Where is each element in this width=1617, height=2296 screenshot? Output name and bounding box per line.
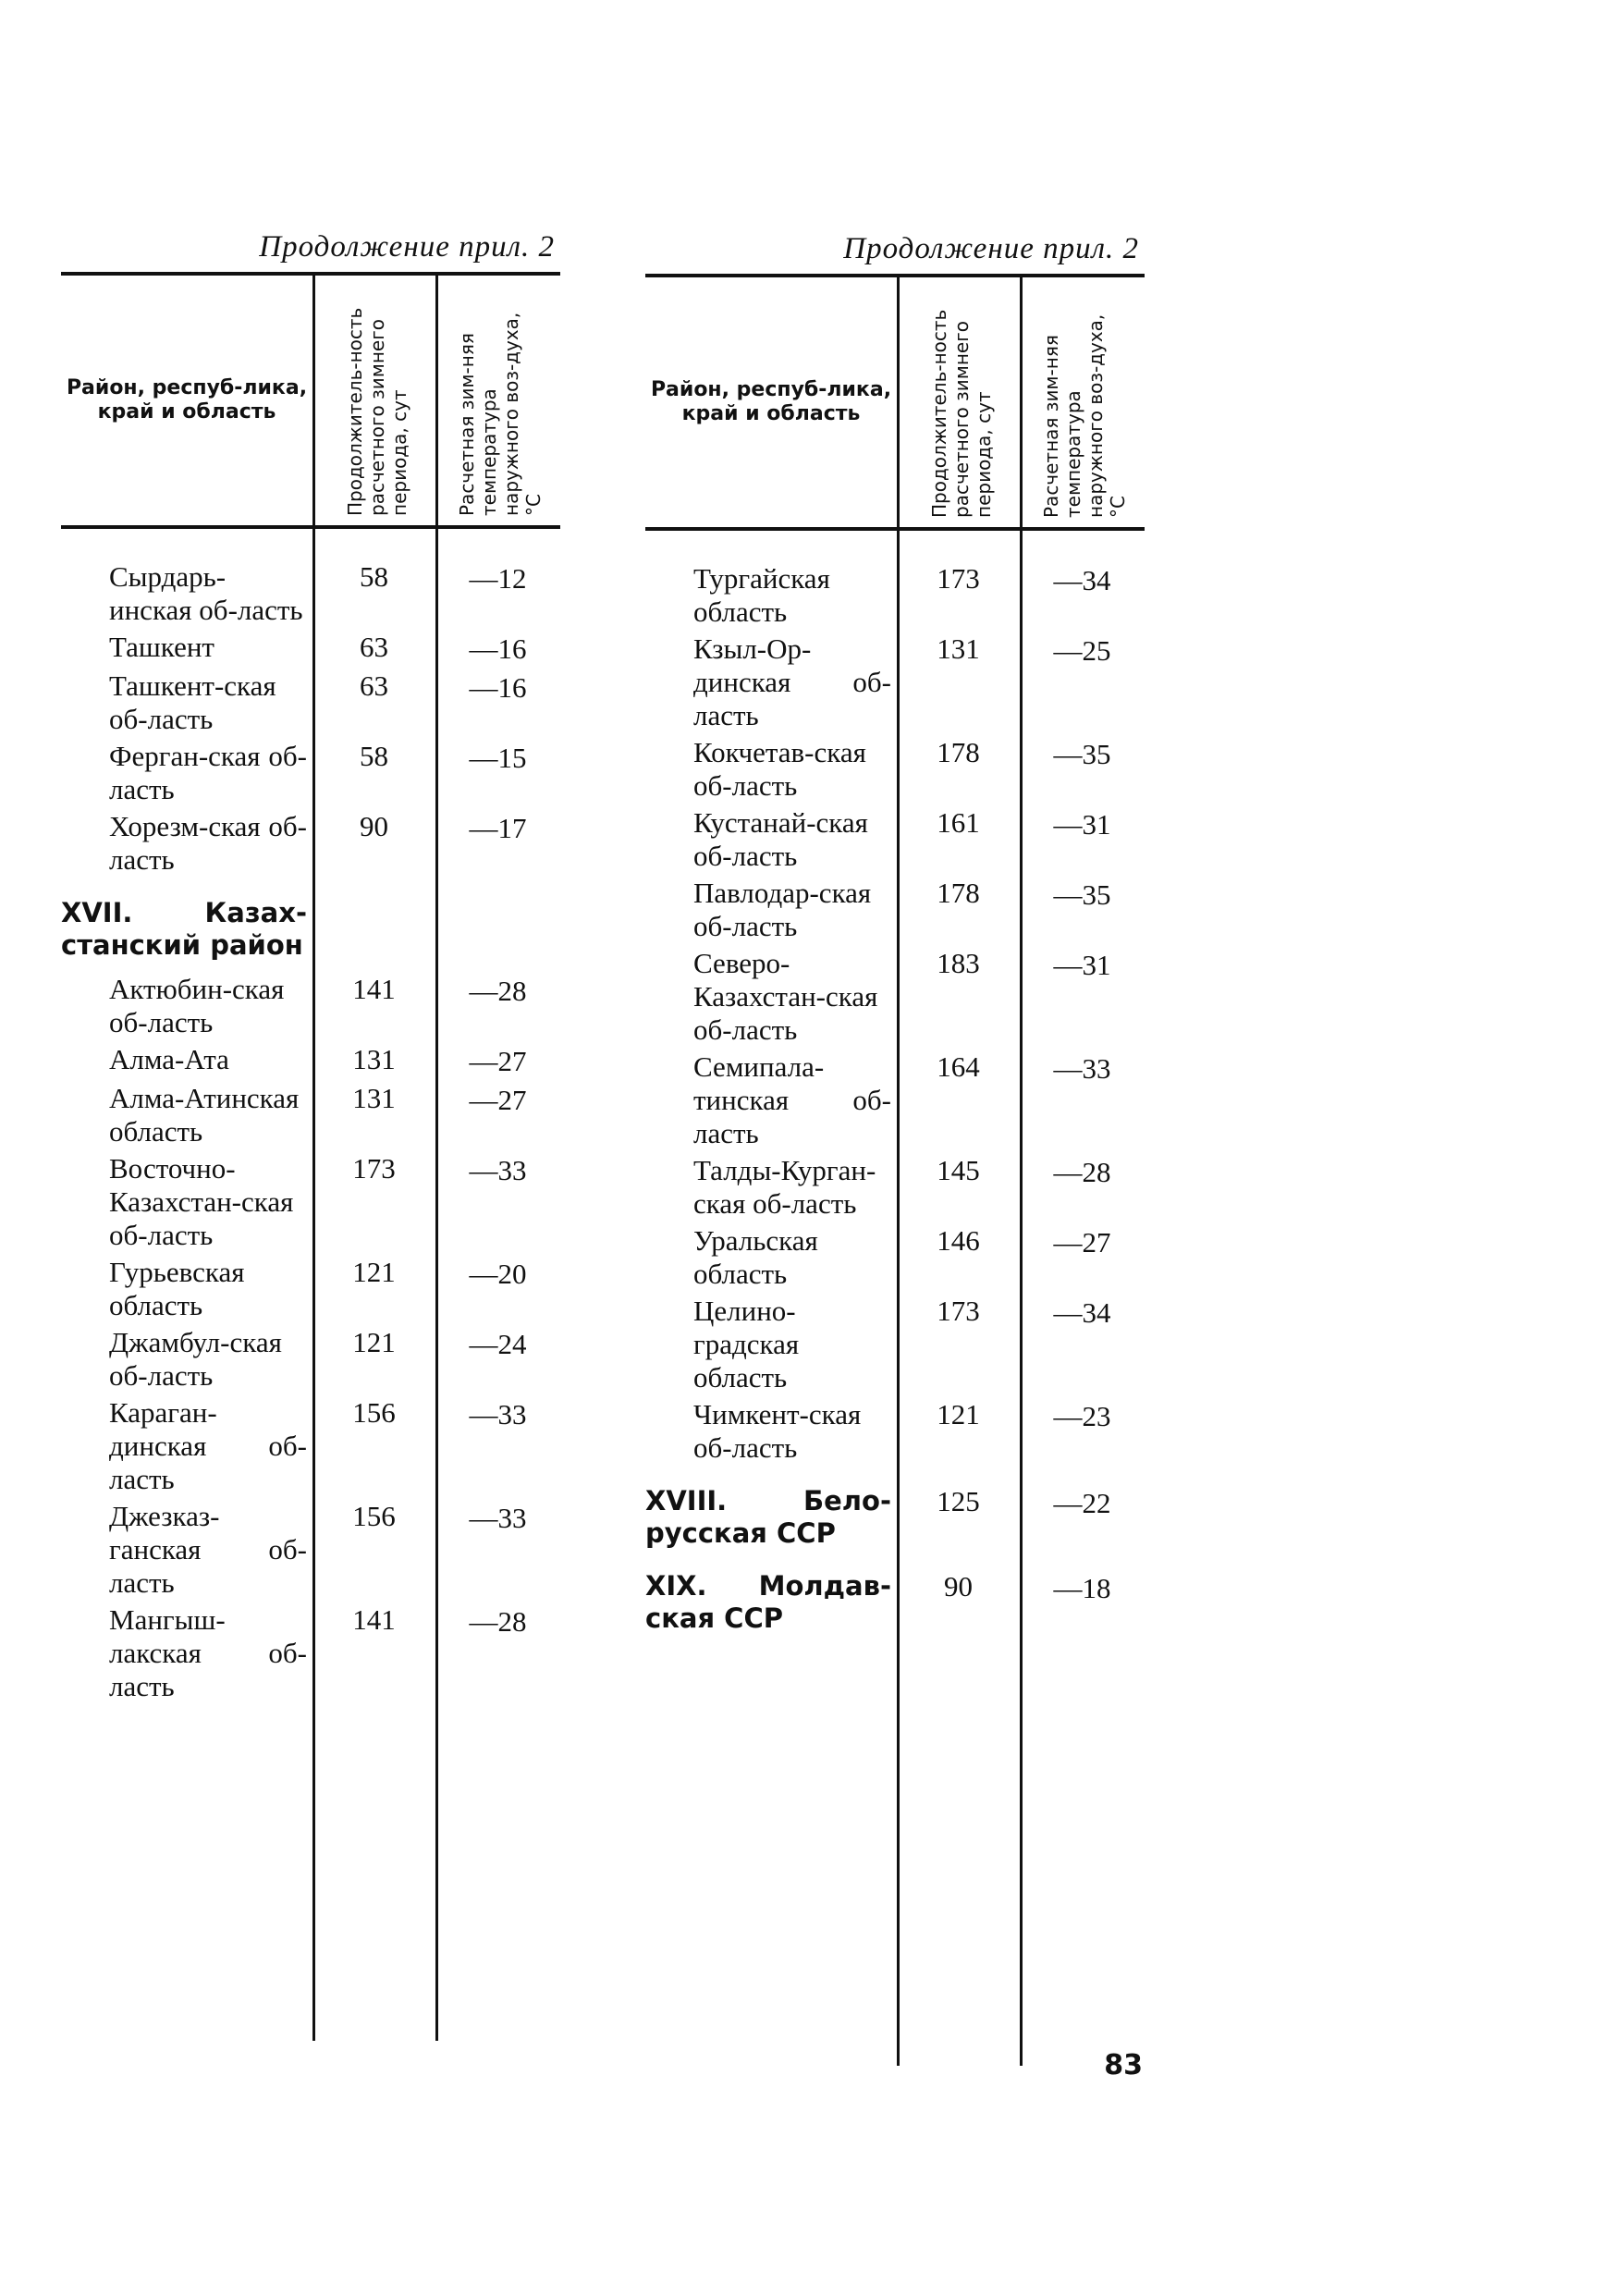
duration-value: 183	[937, 947, 980, 979]
table-row	[645, 1224, 1145, 1291]
duration-value: 121	[352, 1256, 396, 1288]
temperature-value	[435, 897, 560, 899]
temperature-value: —33	[469, 1502, 527, 1534]
header-duration-cell	[897, 277, 1023, 527]
table-row	[645, 1154, 1145, 1221]
region-name: Сырдарь-инская об-ласть	[109, 560, 303, 626]
region-name: Северо-Казахстан-ская об-ласть	[693, 947, 878, 1046]
table-row	[645, 1295, 1145, 1394]
region-name: Караган-динская об-ласть	[109, 1396, 307, 1495]
table-row	[645, 736, 1145, 803]
temperature-value: —27	[469, 1084, 527, 1116]
temperature-value: —25	[1053, 634, 1111, 667]
temperature-value: —28	[1053, 1156, 1111, 1188]
table-header	[61, 276, 560, 529]
duration-value: 131	[352, 1043, 396, 1075]
region-name: Чимкент-ская об-ласть	[693, 1398, 862, 1464]
table-row	[645, 632, 1145, 732]
table-row	[61, 1396, 560, 1496]
region-name: Павлодар-ская об-ласть	[693, 877, 872, 942]
table-row	[61, 1152, 560, 1252]
region-name: Ташкент	[109, 631, 214, 663]
duration-value: 178	[937, 877, 980, 909]
temperature-value: —27	[1053, 1226, 1111, 1259]
temperature-value: —23	[1053, 1400, 1111, 1432]
table-row	[61, 1603, 560, 1703]
region-name: Мангыш-лакская об-ласть	[109, 1603, 307, 1702]
table-row	[61, 1256, 560, 1322]
table-row	[645, 1050, 1145, 1150]
table-row	[61, 1082, 560, 1148]
temperature-value: —15	[469, 742, 527, 774]
duration-value: 141	[352, 973, 396, 1005]
header-temperature-cell	[435, 276, 561, 525]
continuation-label: Продолжение прил. 2	[843, 232, 1139, 265]
continuation-label: Продолжение прил. 2	[259, 230, 555, 264]
region-name: Алма-Ата	[109, 1043, 229, 1075]
temperature-value: —31	[1053, 949, 1111, 981]
header-temperature-cell	[1020, 277, 1145, 527]
region-name: Хорезм-ская об-ласть	[109, 810, 307, 876]
column-rule	[312, 529, 315, 2041]
column-rule	[897, 531, 900, 2066]
duration-value: 156	[352, 1500, 396, 1532]
region-name: Целино-градская область	[693, 1295, 800, 1394]
region-name: Алма-Атинская область	[109, 1082, 300, 1148]
table-row	[61, 1326, 560, 1393]
duration-value: 173	[352, 1152, 396, 1185]
duration-value: 131	[937, 632, 980, 665]
header-temperature: Расчетная зим-няя температура наружного воз-духа, °С	[1039, 313, 1129, 518]
temperature-value: —20	[469, 1258, 527, 1290]
temperature-value: —34	[1053, 1296, 1111, 1329]
temperature-value: —35	[1053, 738, 1111, 770]
region-name: Актюбин-ская об-ласть	[109, 973, 285, 1038]
duration-value: 131	[352, 1082, 396, 1114]
header-duration-cell	[312, 276, 438, 525]
header-duration: Продолжитель-ность расчетного зимнего периода, сут	[927, 309, 995, 518]
column-rule	[435, 529, 438, 2041]
temperature-value: —28	[469, 1605, 527, 1638]
table-row	[61, 669, 560, 736]
table-row	[645, 877, 1145, 943]
temperature-value: —28	[469, 975, 527, 1007]
temperature-value: —33	[469, 1398, 527, 1430]
duration-value: 58	[360, 560, 388, 593]
temperature-value: —17	[469, 812, 527, 844]
table-row	[645, 947, 1145, 1047]
column-rule	[1020, 531, 1023, 2066]
table-row	[61, 560, 560, 627]
duration-value: 141	[352, 1603, 396, 1636]
region-name: Восточно-Казахстан-ская об-ласть	[109, 1152, 294, 1251]
temperature-value: —31	[1053, 808, 1111, 841]
header-region: Район, респуб-лика, край и область	[66, 376, 308, 424]
duration-value: 90	[944, 1570, 973, 1602]
temperature-value: —35	[1053, 878, 1111, 911]
region-name: Джамбул-ская об-ласть	[109, 1326, 282, 1392]
duration-value: 146	[937, 1224, 980, 1257]
table-row	[61, 1500, 560, 1600]
temperature-value: —34	[1053, 564, 1111, 596]
region-name: Ташкент-ская об-ласть	[109, 669, 276, 735]
region-name: XVII. Казах-станский район	[61, 897, 307, 961]
header-duration: Продолжитель-ность расчетного зимнего периода, сут	[343, 307, 410, 516]
temperature-value: —33	[469, 1154, 527, 1186]
temperature-value: —22	[1053, 1487, 1111, 1519]
region-name: Кзыл-Ор-динская об-ласть	[693, 632, 891, 731]
section-row	[61, 897, 560, 962]
table-row	[645, 806, 1145, 873]
table-row	[61, 740, 560, 806]
region-name: Уральская область	[693, 1224, 818, 1290]
duration-value: 125	[937, 1485, 980, 1517]
table-row	[61, 973, 560, 1039]
temperature-value: —18	[1053, 1572, 1111, 1604]
duration-value: 145	[937, 1154, 980, 1186]
region-name: Тургайская область	[693, 562, 830, 628]
temperature-value: —16	[469, 632, 527, 665]
table-row	[61, 1043, 560, 1078]
table-header	[645, 277, 1145, 531]
region-name: Кустанай-ская об-ласть	[693, 806, 868, 872]
table-right	[645, 227, 1145, 2066]
duration-value: 121	[937, 1398, 980, 1430]
duration-value: 63	[360, 669, 388, 702]
temperature-value: —12	[469, 562, 527, 595]
duration-value: 63	[360, 631, 388, 663]
section-row	[645, 1485, 1145, 1550]
duration-value: 58	[360, 740, 388, 772]
duration-value: 90	[360, 810, 388, 842]
table-body	[61, 529, 560, 2041]
duration-value: 173	[937, 562, 980, 595]
table-body	[645, 531, 1145, 2066]
region-name: XVIII. Бело-русская ССР	[645, 1485, 891, 1549]
table-row	[645, 1398, 1145, 1465]
temperature-value: —33	[1053, 1052, 1111, 1085]
header-region: Район, респуб-лика, край и область	[650, 378, 892, 425]
table-row	[61, 810, 560, 877]
temperature-value: —27	[469, 1045, 527, 1077]
table-row	[61, 631, 560, 666]
temperature-value: —24	[469, 1328, 527, 1360]
duration-value: 164	[937, 1050, 980, 1083]
duration-value: 178	[937, 736, 980, 768]
duration-value: 156	[352, 1396, 396, 1429]
duration-value: 161	[937, 806, 980, 839]
duration-value: 121	[352, 1326, 396, 1358]
duration-value: 173	[937, 1295, 980, 1327]
table-left	[61, 226, 560, 2041]
region-name: XIX. Молдав-ская ССР	[645, 1570, 891, 1634]
table-row	[645, 562, 1145, 629]
header-temperature: Расчетная зим-няя температура наружного воз-духа, °С	[455, 312, 545, 516]
region-name: Гурьевская область	[109, 1256, 245, 1321]
temperature-value: —16	[469, 671, 527, 704]
region-name: Талды-Курган-ская об-ласть	[693, 1154, 876, 1220]
region-name: Семипала-тинская об-ласть	[693, 1050, 891, 1149]
section-row	[645, 1570, 1145, 1635]
region-name: Ферган-ская об-ласть	[109, 740, 307, 805]
page-number: 83	[1104, 2049, 1143, 2081]
region-name: Кокчетав-ская об-ласть	[693, 736, 866, 802]
region-name: Джезказ-ганская об-ласть	[109, 1500, 307, 1599]
